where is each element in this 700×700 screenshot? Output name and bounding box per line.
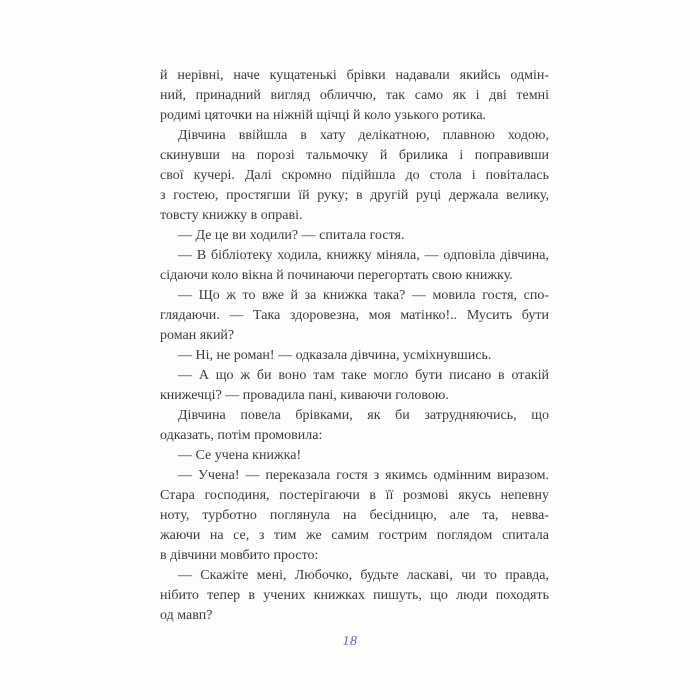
text-line: книжечці? — провадила пані, киваючи головою. — [160, 388, 449, 403]
text-line: сідаючи коло вікна й починаючи перегортать свою книжку. — [160, 268, 513, 283]
text-line: Стара господиня, постерігаючи в її розмові якусь непевну — [160, 488, 549, 503]
text-line: — Де це ви ходили? — спитала гостя. — [178, 228, 405, 243]
text-line: — Се учена книжка! — [178, 448, 302, 463]
text-line: з гостею, простягши їй руку; в другій руці держала велику, — [160, 188, 549, 203]
text-line: свої кучері. Далі скромно підійшла до стола і повіталась — [160, 168, 549, 183]
text-line: ноту, турботно поглянула на бесідницю, але та, невва- — [160, 508, 549, 523]
text-line: Дівчина ввійшла в хату делікатною, плавною ходою, — [178, 128, 549, 143]
text-line: одказать, потім промовила: — [160, 428, 323, 443]
page-text — [160, 66, 549, 626]
text-line: од мавп? — [160, 608, 213, 623]
text-line: скинувши на порозі тальмочку й брилика і поправивши — [160, 148, 549, 163]
text-line: роман який? — [160, 328, 235, 343]
text-line: глядаючи. — Така здоровезна, моя матінко!.. Мусить бути — [160, 308, 549, 323]
text-line: — Що ж то вже й за книжка така? — мовила гостя, спо- — [178, 288, 549, 303]
text-line: нібито тепер в учених книжках пишуть, що люди походять — [160, 588, 549, 603]
text-line: й нерівні, наче кущатенькі брівки надавали якийсь одмін- — [160, 68, 549, 83]
page-number: 18 — [342, 634, 358, 649]
text-line: Дівчина повела брівками, як би затрудняючись, що — [178, 408, 549, 423]
text-line: — Учена! — переказала гостя з якимсь одмінним виразом. — [178, 468, 549, 483]
text-line: жаючи на се, з тим же самим гострим поглядом спитала — [160, 528, 549, 543]
text-line: ний, принадний вигляд обличчю, так само як і дві темні — [160, 88, 549, 103]
text-line: товсту книжку в оправі. — [160, 208, 303, 223]
text-line: — В бібліотеку ходила, книжку міняла, — одповіла дівчина, — [178, 248, 549, 263]
text-line: — Скажіте мені, Любочко, будьте ласкаві, чи то правда, — [178, 568, 549, 583]
text-line: в дівчини мовбито просто: — [160, 548, 319, 563]
text-line: — А що ж би воно там таке могло бути писано в отакій — [178, 368, 549, 383]
text-line: — Ні, не роман! — одказала дівчина, усміхнувшись. — [178, 348, 492, 363]
text-line: родимі цяточки на ніжній щічці й коло узького ротика. — [160, 108, 487, 123]
